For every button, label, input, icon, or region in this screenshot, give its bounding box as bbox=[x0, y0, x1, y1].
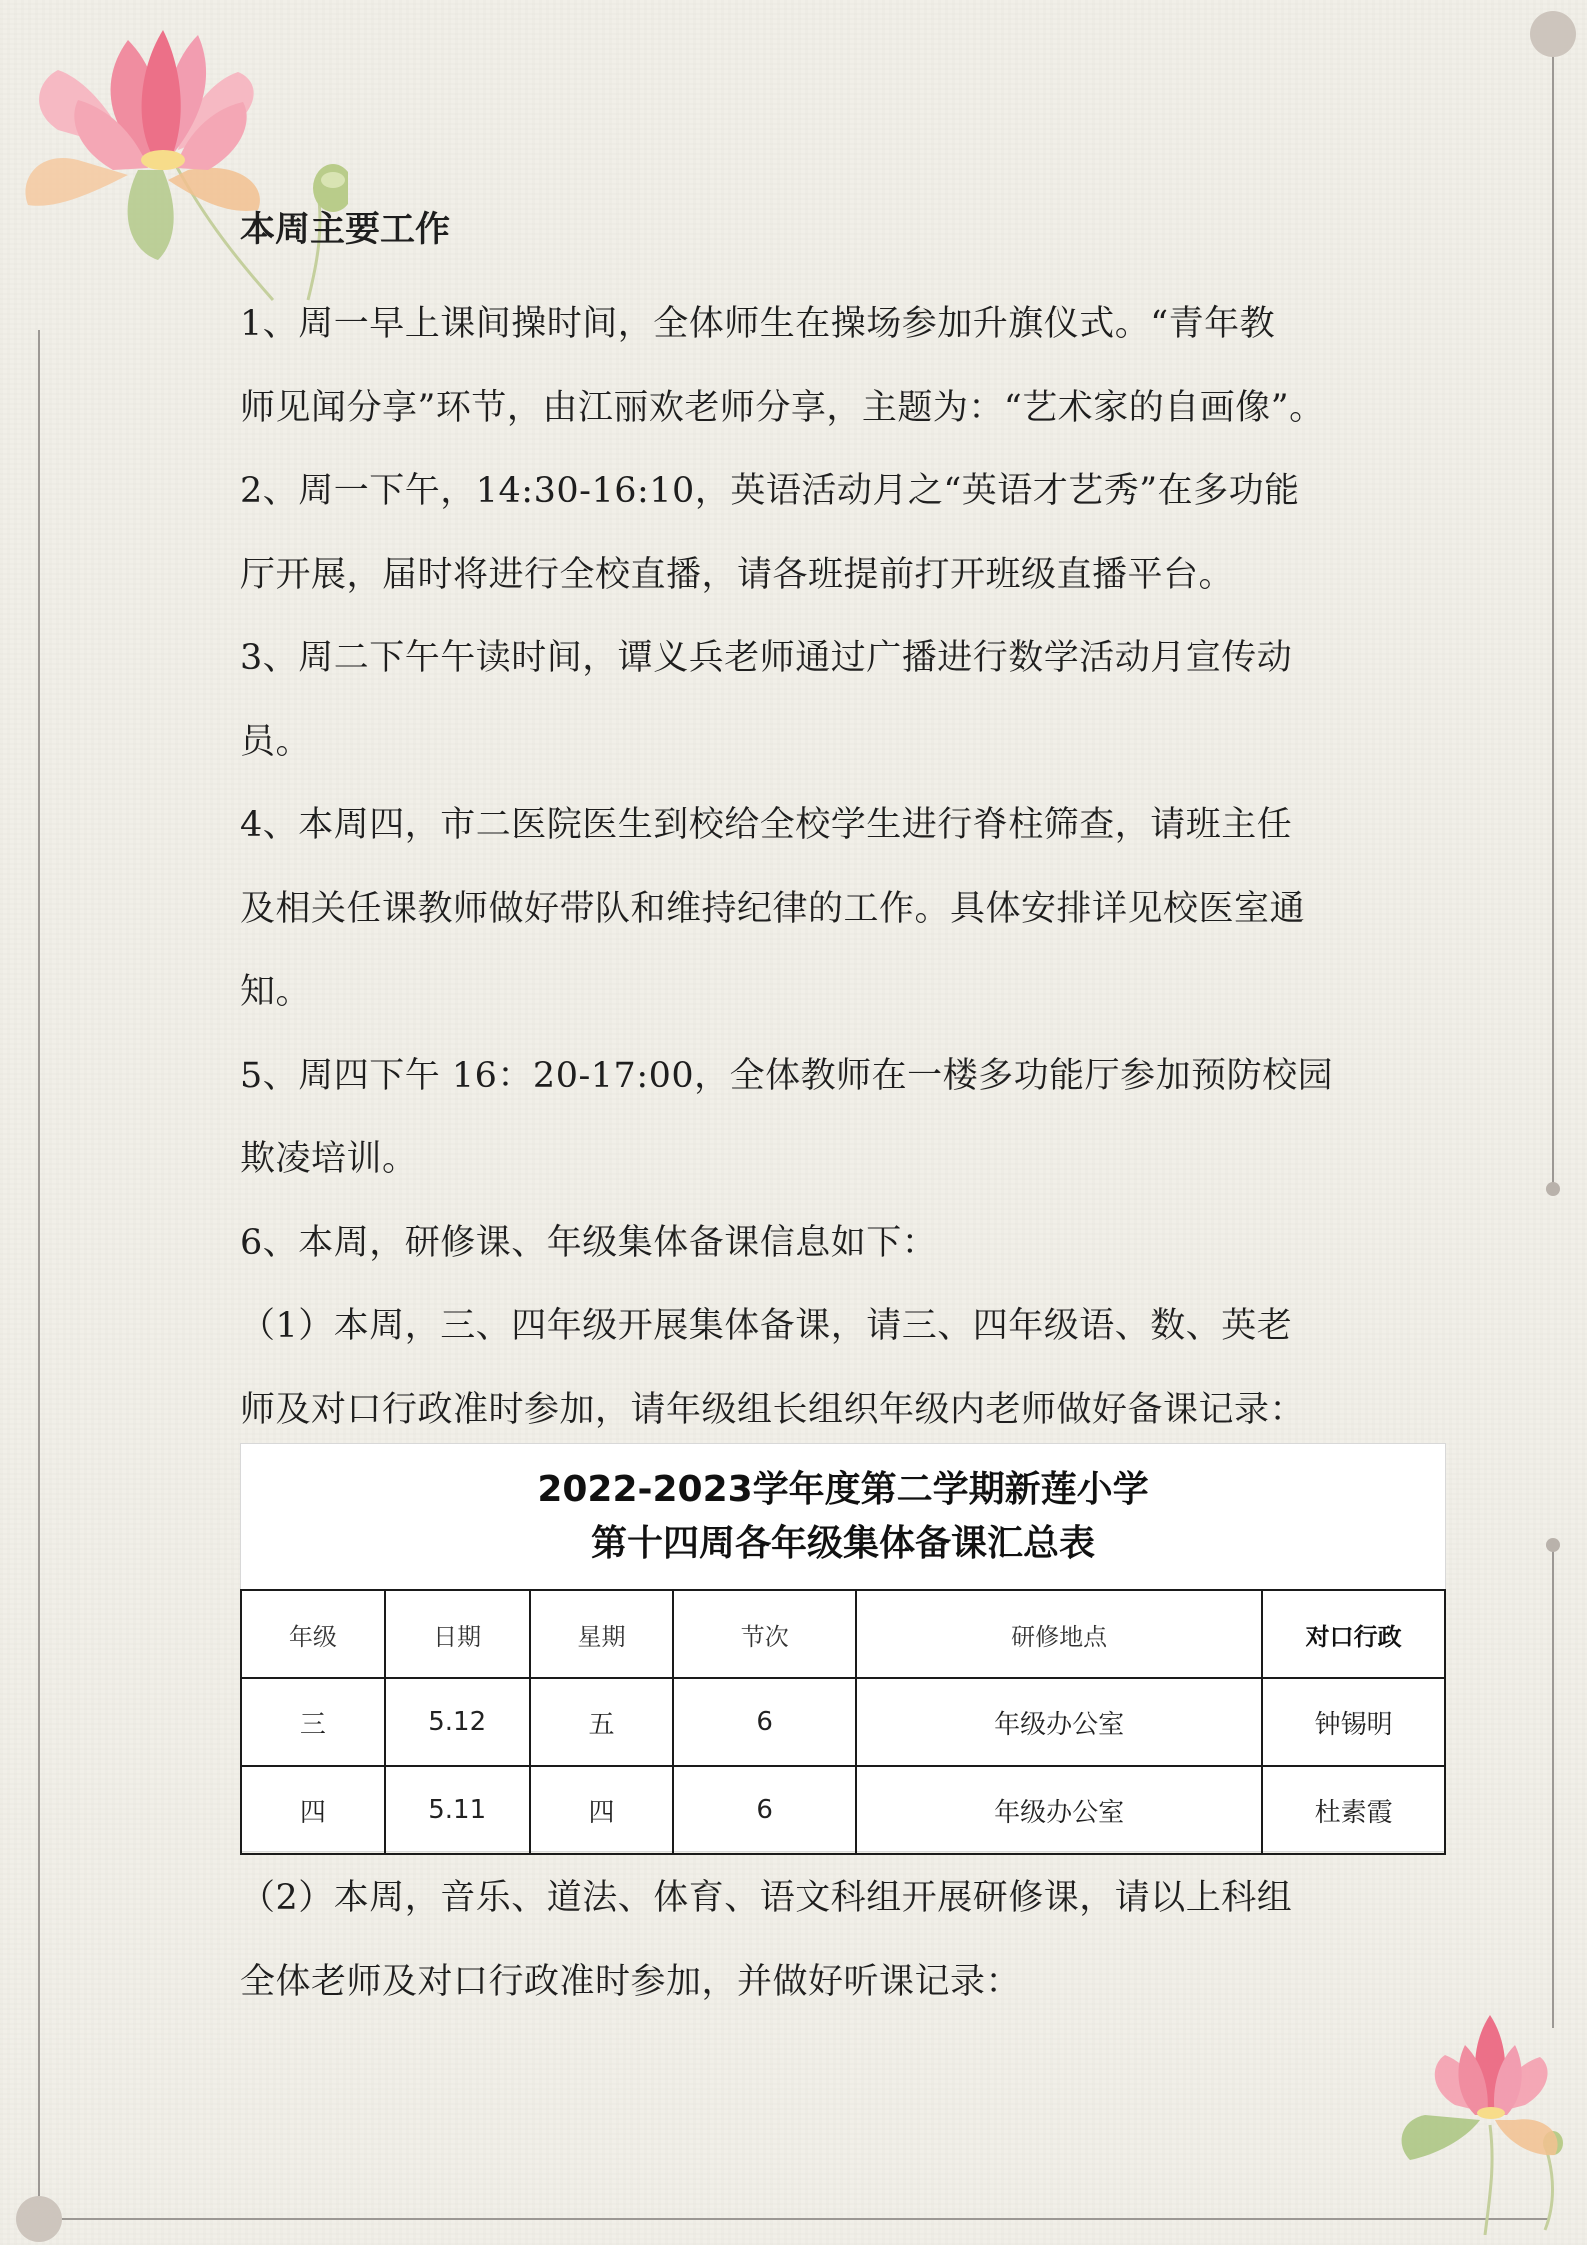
paragraph-line: （1）本周，三、四年级开展集体备课，请三、四年级语、数、英老 bbox=[240, 1306, 1293, 1346]
paragraph-line: 员。 bbox=[240, 721, 312, 762]
frame-bead bbox=[1546, 1182, 1560, 1196]
table-row bbox=[241, 1766, 1445, 1854]
document-body-after-table bbox=[240, 1857, 1350, 2024]
frame-bead bbox=[1546, 1538, 1560, 1552]
paragraph-line: 4、本周四，市二医院医生到校给全校学生进行脊柱筛查，请班主任 bbox=[240, 805, 1293, 845]
document-body bbox=[240, 200, 1350, 1452]
paragraph-line: 厅开展，届时将进行全校直播，请各班提前打开班级直播平台。 bbox=[240, 554, 1235, 595]
table-header-row bbox=[241, 1590, 1445, 1678]
table-cell: 5.11 bbox=[385, 1766, 530, 1854]
table-cell: 四 bbox=[530, 1766, 674, 1854]
paragraph-line: 欺凌培训。 bbox=[240, 1139, 418, 1179]
header-cell: 年级 bbox=[241, 1590, 385, 1678]
paragraph-line: 5、周四下午 16：20-17:00，全体教师在一楼多功能厅参加预防校园 bbox=[240, 1055, 1334, 1096]
table-cell: 年级办公室 bbox=[856, 1766, 1262, 1854]
table-cell: 四 bbox=[241, 1766, 385, 1854]
table-cell: 三 bbox=[241, 1678, 385, 1766]
frame-right-line bbox=[1552, 36, 1554, 1186]
table-title bbox=[241, 1444, 1445, 1589]
frame-corner-dot-top-right bbox=[1530, 11, 1576, 57]
table-row bbox=[241, 1678, 1445, 1766]
table-grid bbox=[240, 1589, 1446, 1855]
table-cell: 杜素霞 bbox=[1262, 1766, 1445, 1854]
paragraph-line: 师见闻分享”环节，由江丽欢老师分享，主题为：“艺术家的自画像”。 bbox=[240, 387, 1325, 428]
table-cell: 五 bbox=[530, 1678, 674, 1766]
header-cell: 对口行政 bbox=[1262, 1590, 1445, 1678]
paragraph-line: （2）本周，音乐、道法、体育、语文科组开展研修课，请以上科组 bbox=[240, 1878, 1293, 1918]
table-cell: 5.12 bbox=[385, 1678, 530, 1766]
table-cell: 6 bbox=[673, 1766, 856, 1854]
paragraph-line: 1、周一早上课间操时间，全体师生在操场参加升旗仪式。“青年教 bbox=[240, 304, 1276, 344]
header-cell: 节次 bbox=[673, 1590, 856, 1678]
paragraph-line: 全体老师及对口行政准时参加，并做好听课记录： bbox=[240, 1961, 1022, 2002]
frame-left-line bbox=[38, 330, 40, 2210]
table-title-line2: 第十四周各年级集体备课汇总表 bbox=[590, 1522, 1095, 1564]
paragraph-line: 2、周一下午，14:30-16:10，英语活动月之“英语才艺秀”在多功能 bbox=[240, 471, 1300, 511]
lotus-flower-icon bbox=[1395, 1995, 1585, 2235]
table-title-line1: 2022-2023学年度第二学期新莲小学 bbox=[537, 1468, 1149, 1510]
table-cell: 钟锡明 bbox=[1262, 1678, 1445, 1766]
table-cell: 6 bbox=[673, 1678, 856, 1766]
paragraph-line: 知。 bbox=[240, 972, 312, 1012]
table-cell: 年级办公室 bbox=[856, 1678, 1262, 1766]
paragraph-line: 6、本周，研修课、年级集体备课信息如下： bbox=[240, 1222, 938, 1263]
paragraph-line: 师及对口行政准时参加，请年级组长组织年级内老师做好备课记录： bbox=[240, 1389, 1306, 1430]
frame-corner-dot-bottom-left bbox=[16, 2196, 62, 2242]
paragraph-line: 3、周二下午午读时间，谭义兵老师通过广播进行数学活动月宣传动 bbox=[240, 638, 1293, 678]
lesson-prep-summary-table bbox=[240, 1443, 1446, 1852]
header-cell: 星期 bbox=[530, 1590, 674, 1678]
frame-bottom-line bbox=[38, 2218, 1548, 2220]
header-cell: 研修地点 bbox=[856, 1590, 1262, 1678]
paragraph-line: 及相关任课教师做好带队和维持纪律的工作。具体安排详见校医室通 bbox=[240, 888, 1306, 929]
section-heading: 本周主要工作 bbox=[240, 209, 451, 250]
frame-right-line-lower bbox=[1552, 1548, 1554, 2028]
header-cell: 日期 bbox=[385, 1590, 530, 1678]
